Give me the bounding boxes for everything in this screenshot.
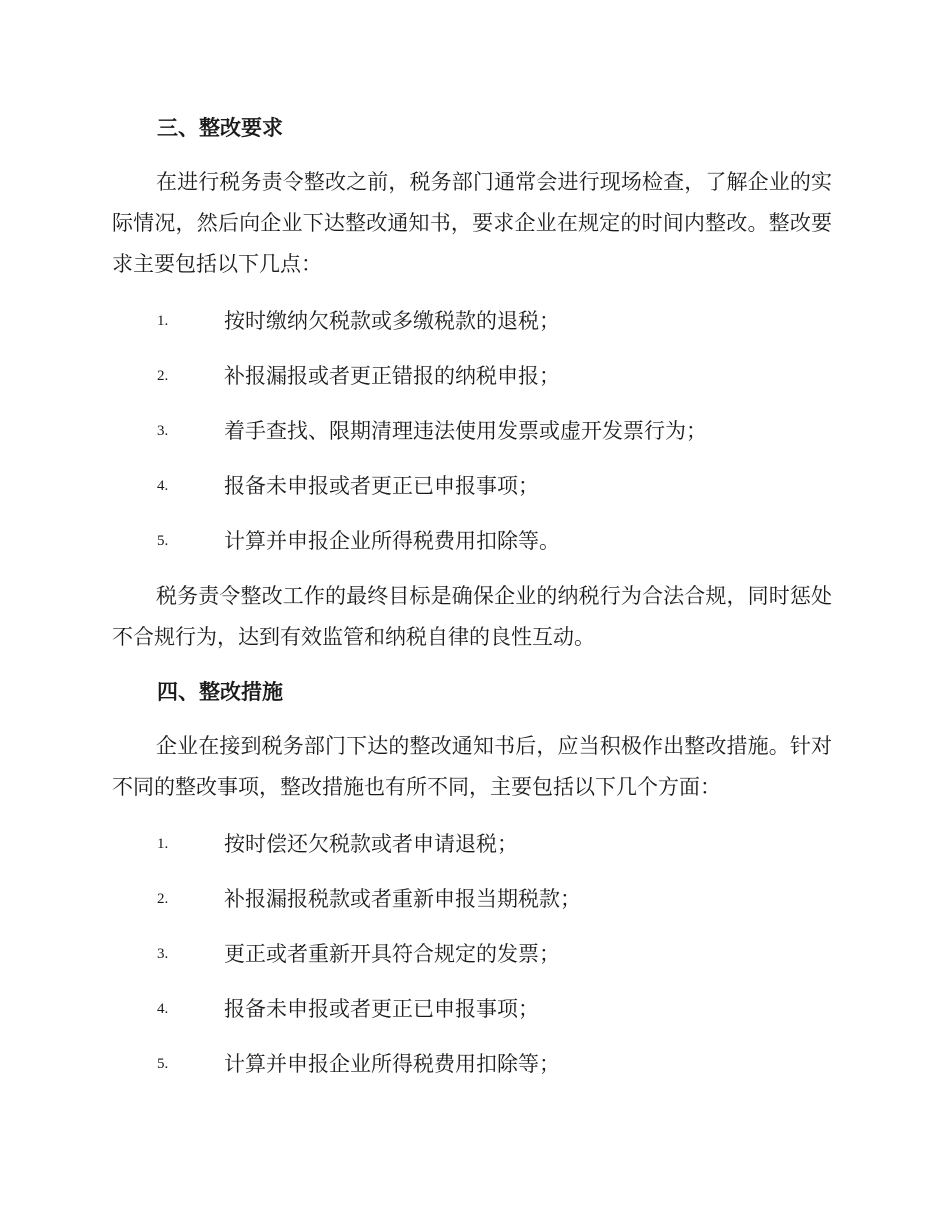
section-heading: 三、整改要求 — [157, 115, 283, 140]
list-item-text: 按时缴纳欠税款或多缴税款的退税； — [224, 309, 560, 333]
list-item-text: 按时偿还欠税款或者申请退税； — [224, 832, 518, 856]
paragraph-intro: 企业在接到税务部门下达的整改通知书后，应当积极作出整改措施。针对不同的整改事项，整改措施也有所不同，主要包括以下几个方面： — [112, 734, 832, 799]
list-item — [0, 471, 950, 501]
list-item — [0, 361, 950, 391]
section-heading: 四、整改措施 — [157, 679, 283, 704]
list-item — [0, 884, 950, 914]
list-number: 5. — [157, 533, 169, 549]
list-item — [0, 416, 950, 446]
list-number: 3. — [157, 946, 169, 962]
list-item-text: 报备未申报或者更正已申报事项； — [224, 997, 539, 1021]
paragraph-intro: 在进行税务责令整改之前，税务部门通常会进行现场检查，了解企业的实际情况，然后向企业下达整改通知书，要求企业在规定的时间内整改。整改要求主要包括以下几点： — [112, 170, 832, 276]
list-item-text: 补报漏报税款或者重新申报当期税款； — [224, 887, 581, 911]
list-number: 1. — [157, 313, 169, 329]
list-item — [0, 939, 950, 969]
paragraph-conclusion: 税务责令整改工作的最终目标是确保企业的纳税行为合法合规，同时惩处不合规行为，达到有效监管和纳税自律的良性互动。 — [112, 584, 832, 649]
list-item — [0, 994, 950, 1024]
list-number: 5. — [157, 1056, 169, 1072]
list-number: 3. — [157, 423, 169, 439]
list-item — [0, 526, 950, 556]
list-item-text: 补报漏报或者更正错报的纳税申报； — [224, 364, 560, 388]
list-item — [0, 1049, 950, 1079]
list-item-text: 着手查找、限期清理违法使用发票或虚开发票行为； — [224, 419, 707, 443]
list-item-text: 更正或者重新开具符合规定的发票； — [224, 942, 560, 966]
list-item — [0, 829, 950, 859]
list-item — [0, 306, 950, 336]
list-number: 1. — [157, 836, 169, 852]
list-number: 2. — [157, 368, 169, 384]
list-number: 4. — [157, 1001, 169, 1017]
list-item-text: 计算并申报企业所得税费用扣除等； — [224, 1052, 560, 1076]
list-item-text: 计算并申报企业所得税费用扣除等。 — [224, 529, 560, 553]
list-number: 2. — [157, 891, 169, 907]
list-number: 4. — [157, 478, 169, 494]
list-item-text: 报备未申报或者更正已申报事项； — [224, 474, 539, 498]
